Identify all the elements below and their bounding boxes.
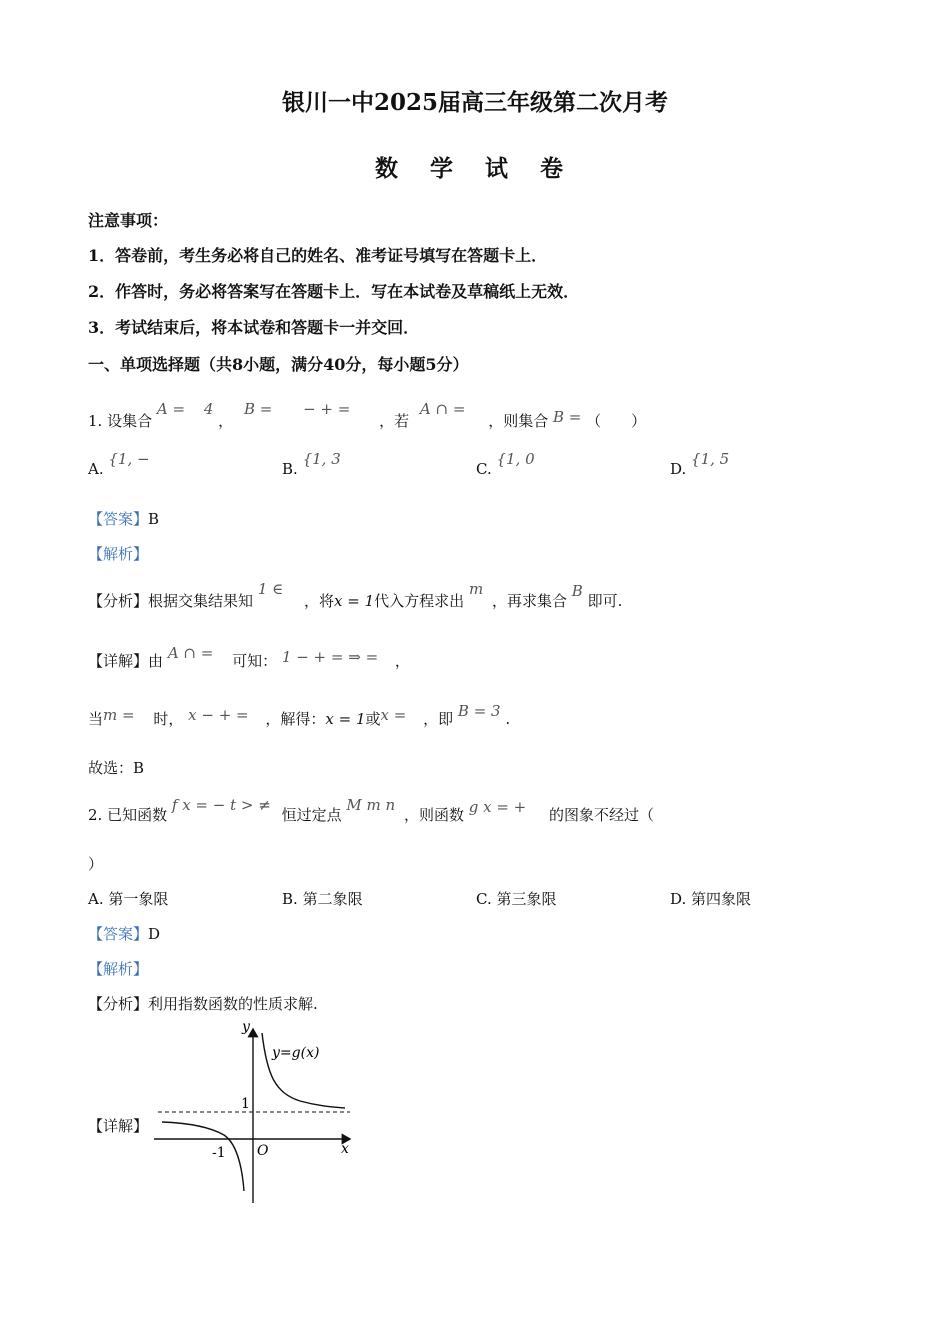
q1-math-b-val: − + = — [303, 400, 351, 418]
q1-math-b: B = — [243, 400, 273, 418]
question-2-stem — [88, 796, 655, 825]
q1-paren: （ ） — [586, 412, 647, 430]
q2-math-point: M m n — [346, 796, 396, 814]
q1-detail-text-2: 可知： — [232, 652, 278, 670]
curve-label: y=g(x) — [272, 1045, 320, 1061]
q1-option-a-key: A. — [88, 460, 104, 478]
exam-subject: 数 学 试 卷 — [374, 155, 576, 182]
q2-lead: 2. 已知函数 — [88, 806, 168, 824]
q1-detail-math-2: 1 − + = ⇒ = — [281, 648, 379, 666]
q1-fenxi-math-b: B — [571, 582, 583, 600]
q2-tail2: 的图象不经过（ — [549, 806, 655, 824]
q2-option-b-key: B. — [282, 890, 298, 908]
q1-line2-math-3: x = 1 — [325, 710, 366, 728]
q1-line2-text-4: 或 — [365, 710, 381, 728]
q2-math-f: f x = − t > ≠ — [171, 796, 271, 814]
q1-fenxi-text-1: 根据交集结果知 — [148, 592, 254, 610]
q2-mid: 恒过定点 — [281, 806, 342, 824]
q2-fenxi-tag: 【分析】 — [88, 995, 149, 1013]
q1-option-c-key: C. — [476, 460, 492, 478]
q1-option-c-val: {1, 0 — [496, 450, 535, 468]
exam-title: 银川一中2025届高三年级第二次月考 — [281, 89, 668, 116]
q1-line2-text-3: ，解得： — [265, 710, 326, 728]
q1-option-b-val: {1, 3 — [302, 450, 341, 468]
q1-option-a — [88, 450, 150, 478]
q2-analysis-tag: 【解析】 — [88, 960, 149, 978]
q1-option-d-val: {1, 5 — [691, 450, 730, 468]
q1-answer-value: B — [148, 510, 160, 528]
q2-option-c — [476, 888, 557, 909]
q2-fenxi — [88, 993, 318, 1014]
q2-answer-value: D — [148, 925, 161, 943]
y-axis-label: y — [242, 1019, 250, 1035]
q1-tail: ，则集合 — [488, 412, 549, 430]
q2-option-d — [670, 888, 751, 909]
q2-option-c-key: C. — [476, 890, 492, 908]
q1-detail-line-2 — [88, 702, 511, 729]
q1-fenxi-math-1: 1 ∈ — [257, 580, 284, 598]
notice-item-3: 3．考试结束后，将本试卷和答题卡一并交回． — [88, 318, 420, 337]
q1-option-b — [282, 450, 341, 478]
q1-option-a-val: {1, − — [108, 450, 150, 468]
q1-fenxi-text-2: ，将 — [304, 592, 335, 610]
q1-option-d-key: D. — [670, 460, 687, 478]
q1-answer — [88, 508, 159, 529]
q2-option-a — [88, 888, 168, 909]
q1-fenxi-text-3: 代入方程求出 — [374, 592, 465, 610]
q2-detail-tag: 【详解】 — [88, 1117, 149, 1135]
q2-math-g: g x = + — [468, 798, 527, 816]
q1-detail-tag: 【详解】 — [88, 652, 149, 670]
tick-neg-one-label: -1 — [212, 1145, 226, 1161]
question-1-stem: 1. 设集合 A = 4 ， B = − + = ，若 A ∩ = ，则集合 B = （ ） — [88, 400, 647, 430]
x-axis-label: x — [341, 1141, 349, 1157]
q2-option-a-val: 第一象限 — [108, 890, 169, 908]
q2-paren-close: ） — [88, 855, 104, 873]
q2-option-c-val: 第三象限 — [496, 890, 557, 908]
q1-option-c — [476, 450, 535, 478]
q2-option-b-val: 第二象限 — [302, 890, 363, 908]
q2-fenxi-text: 利用指数函数的性质求解. — [148, 995, 318, 1013]
q1-detail-text-1: 由 — [148, 652, 164, 670]
tick-one-label: 1 — [241, 1096, 250, 1112]
q2-option-a-key: A. — [88, 890, 104, 908]
q1-math-a: A = — [156, 400, 186, 418]
notice-item-1: 1．答卷前，考生务必将自己的姓名、准考证号填写在答题卡上． — [88, 246, 548, 265]
notice-item-2: 2．作答时，务必将答案写在答题卡上．写在本试卷及草稿纸上无效． — [88, 282, 580, 301]
q1-line2-math-4: x = — [380, 706, 407, 724]
q1-math-b2: B = — [553, 408, 582, 426]
q1-fenxi — [88, 580, 623, 611]
q1-fenxi-text-4: ，再求集合 — [491, 592, 567, 610]
q2-function-graph — [150, 1015, 360, 1210]
q1-line2-text-5: ，即 — [423, 710, 454, 728]
notice-heading: 注意事项： — [88, 211, 169, 230]
q1-math-cap: A ∩ = — [419, 400, 466, 418]
q1-fenxi-text-5: 即可. — [587, 592, 623, 610]
q1-conclusion: 故选：B — [88, 759, 145, 777]
q1-fenxi-math-m: m — [468, 580, 484, 598]
q2-answer — [88, 923, 160, 944]
section-heading: 一、单项选择题（共8小题，满分40分，每小题5分） — [88, 355, 469, 374]
q2-option-d-val: 第四象限 — [691, 890, 752, 908]
origin-label: O — [257, 1143, 269, 1159]
q1-option-d — [670, 450, 730, 478]
q1-detail-line-1 — [88, 644, 410, 671]
q2-answer-tag: 【答案】 — [88, 925, 149, 943]
q1-fenxi-tag: 【分析】 — [88, 592, 149, 610]
q1-analysis-tag: 【解析】 — [88, 545, 149, 563]
q1-line2-math-5: B = 3 — [457, 702, 501, 720]
q1-math-a-val: 4 — [203, 400, 214, 418]
q1-option-b-key: B. — [282, 460, 298, 478]
q1-detail-math-1: A ∩ = — [167, 644, 214, 662]
q1-fenxi-math-x: x = 1 — [334, 592, 375, 610]
curve-left-branch — [162, 1122, 244, 1191]
q1-lead: 1. 设集合 — [88, 412, 153, 430]
q1-line2-math-2: x − + = — [188, 706, 249, 724]
q1-line2-text-1: 当 — [88, 710, 104, 728]
q1-cond: ，若 — [379, 412, 410, 430]
q2-option-d-key: D. — [670, 890, 687, 908]
q1-answer-tag: 【答案】 — [88, 510, 149, 528]
q1-line2-text-6: . — [505, 710, 511, 728]
q2-option-b — [282, 888, 363, 909]
q1-line2-math-1: m = — [103, 706, 135, 724]
q1-detail-text-3: ， — [394, 652, 410, 670]
q1-line2-text-2: 时， — [153, 710, 184, 728]
q2-tail: ，则函数 — [403, 806, 464, 824]
